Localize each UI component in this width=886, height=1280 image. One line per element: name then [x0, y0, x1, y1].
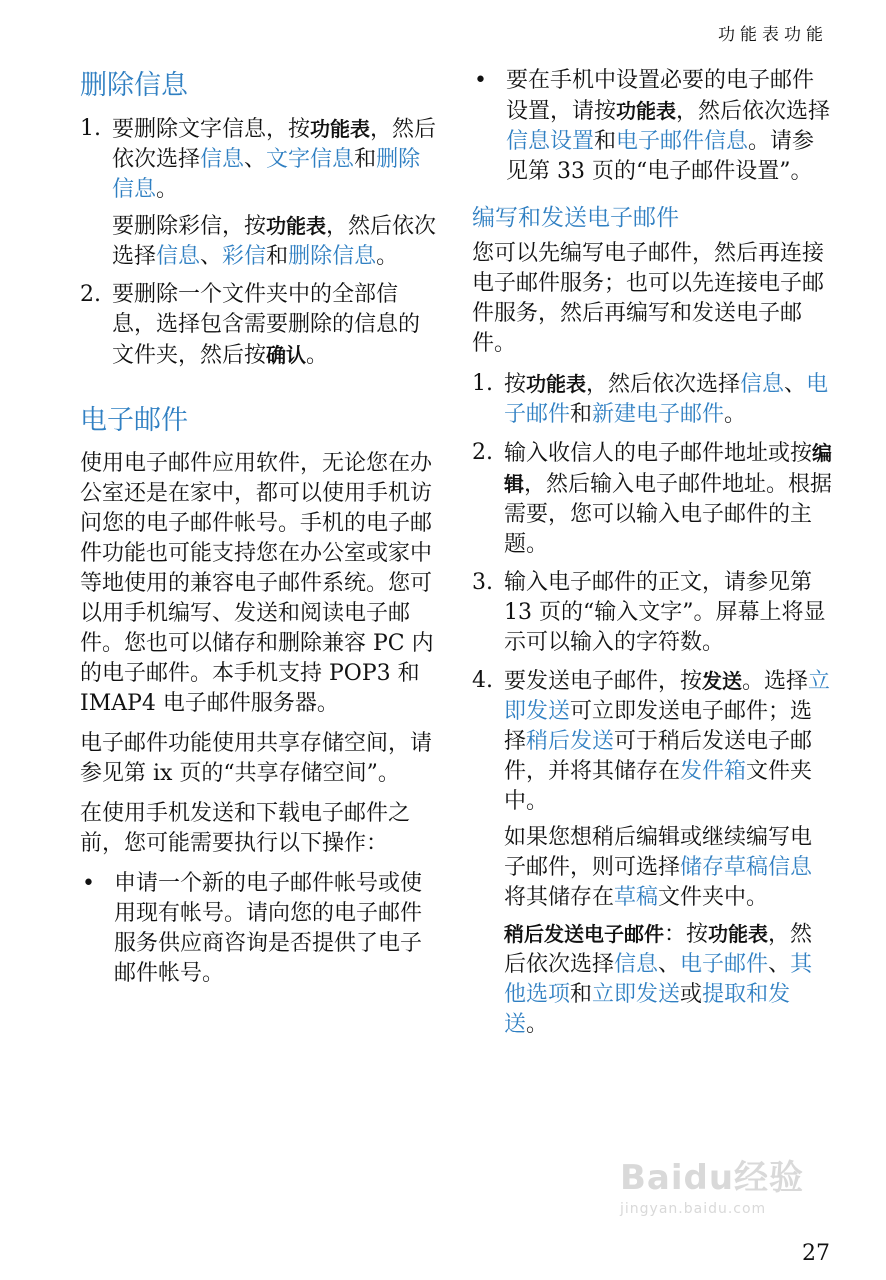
menu-path-link: 电子邮件信息	[616, 129, 749, 154]
text-run: 要在手机中设置必要的电子邮件设置，请按	[506, 68, 815, 124]
menu-path-link: 提取和发送	[504, 982, 791, 1037]
menu-path-link: 新建电子邮件	[592, 402, 725, 427]
key-label: 编辑	[504, 441, 833, 496]
text-run: 可于稍后发送电子邮件，并将其储存在	[504, 729, 813, 784]
section-title-delete-messages: 删除信息	[80, 70, 188, 101]
text-run: 。	[526, 1012, 549, 1037]
text-run: 要发送电子邮件，按	[504, 669, 703, 694]
text-run: ，然后依次选择	[586, 372, 741, 397]
item-body	[112, 114, 440, 272]
bullet-dot: •	[474, 68, 487, 93]
page-number: 27	[802, 1241, 830, 1266]
item-subparagraph	[504, 823, 832, 913]
step-3	[472, 568, 832, 658]
menu-path-link: 信息	[740, 372, 785, 397]
paragraph: 在使用手机发送和下载电子邮件之前，您可能需要执行以下操作：	[80, 801, 411, 856]
key-label: 稍后发送电子邮件	[504, 922, 664, 946]
item-number: 3.	[472, 570, 493, 595]
text-run: 。选择	[742, 669, 809, 694]
key-label: 功能表	[310, 117, 371, 141]
bullet-dot: •	[82, 871, 95, 896]
right-column	[472, 66, 832, 1048]
menu-path-link: 发件箱	[680, 759, 747, 784]
shortcut-note	[504, 919, 832, 1040]
text-run: 可立即发送电子邮件；选择	[504, 699, 813, 754]
text-run: 和	[570, 402, 593, 427]
text-run: ，然后依次选择	[504, 922, 813, 977]
text-run: 。	[156, 177, 179, 202]
step-4	[472, 666, 832, 1040]
text-run: 文件夹中。	[504, 759, 813, 814]
menu-path-link: 其他选项	[504, 952, 813, 1007]
menu-path-link: 信息	[200, 147, 245, 172]
menu-path-link: 稍后发送	[526, 729, 615, 754]
key-label: 功能表	[616, 99, 677, 123]
text-run: 输入收信人的电子邮件地址或按	[504, 441, 813, 466]
text-run: 要删除文字信息，按	[112, 117, 311, 142]
item-text	[112, 114, 440, 205]
text-run: ，然后输入电子邮件地址。根据需要，您可以输入电子邮件的主题。	[504, 472, 833, 557]
item-body	[504, 438, 832, 560]
text-run: 如果您想稍后编辑或继续编写电子邮件，则可选择	[504, 825, 813, 880]
bullet-item	[80, 869, 440, 989]
menu-path-link: 立即发送	[504, 669, 831, 724]
watermark-logo: Baidu经验	[620, 1158, 805, 1198]
paragraph: 您可以先编写电子邮件，然后再连接电子邮件服务；也可以先连接电子邮件服务，然后再编写和发送电子邮件。	[472, 241, 825, 356]
key-label: 功能表	[266, 214, 327, 238]
item-number: 1.	[80, 116, 101, 141]
text-run: 按	[504, 372, 527, 397]
list-item-1	[80, 114, 440, 272]
section-title-compose-send: 编写和发送电子邮件	[472, 205, 679, 231]
key-label: 功能表	[708, 922, 769, 946]
menu-path-link: 储存草稿信息	[680, 855, 813, 880]
left-column	[80, 66, 440, 997]
section-title-email: 电子邮件	[80, 405, 188, 436]
text-run: 。	[306, 343, 329, 368]
item-body	[112, 280, 440, 371]
menu-path-link: 信息	[614, 952, 659, 977]
text-run: 或	[680, 982, 703, 1007]
item-text	[504, 666, 832, 817]
paragraph: 使用电子邮件应用软件，无论您在办公室还是在家中，都可以使用手机访问您的电子邮件帐号。手机的电子邮件功能也可能支持您在办公室或家中等地使用的兼容电子邮件系统。您可以用手机编写、发送和阅读电子邮件。您也可以储存和删除兼容 PC 内的电子邮件。本手机支持 POP3 和 IMAP4 电子邮件服务器。	[80, 451, 434, 716]
paragraph: 电子邮件功能使用共享存储空间，请参见第 ix 页的“共享存储空间”。	[80, 731, 433, 786]
step-1	[472, 369, 832, 430]
baidu-watermark	[620, 1150, 830, 1226]
running-header: 功能表功能	[718, 25, 828, 45]
bullet-item	[472, 66, 832, 187]
item-number: 1.	[472, 371, 493, 396]
menu-path-link: 信息	[156, 244, 201, 269]
text-run: 要删除彩信，按	[112, 214, 267, 239]
text-run: 。	[376, 244, 399, 269]
menu-path-link: 删除信息	[112, 147, 421, 202]
text-run: 。	[724, 402, 747, 427]
menu-path-link: 草稿	[614, 885, 659, 910]
text-run: 和	[266, 244, 289, 269]
item-number: 2.	[80, 282, 101, 307]
item-body	[504, 666, 832, 1040]
menu-path-link: 删除信息	[288, 244, 377, 269]
text-run: 文件夹中。	[658, 885, 769, 910]
menu-path-link: 彩信	[222, 244, 267, 269]
text-run: 、	[784, 372, 807, 397]
text-run: 要删除一个文件夹中的全部信息，选择包含需要删除的信息的文件夹，然后按	[112, 282, 421, 368]
text-run: 、	[244, 147, 267, 172]
text-run: 和	[354, 147, 377, 172]
step-2	[472, 438, 832, 560]
watermark-url: jingyan.baidu.com	[620, 1201, 767, 1217]
key-label: 功能表	[526, 372, 587, 396]
menu-path-link: 信息设置	[506, 129, 595, 154]
item-body: 输入电子邮件的正文，请参见第 13 页的“输入文字”。屏幕上将显示可以输入的字符数。	[504, 570, 826, 655]
key-label: 确认	[266, 343, 307, 367]
bullet-text: 申请一个新的电子邮件帐号或使用现有帐号。请向您的电子邮件服务供应商咨询是否提供了电子邮件帐号。	[114, 871, 423, 986]
text-run: ，然后依次选择	[676, 99, 831, 124]
text-run: ：按	[664, 922, 709, 947]
menu-path-link: 电子邮件	[504, 372, 829, 427]
menu-path-link: 立即发送	[592, 982, 681, 1007]
text-run: 。请参见第 33 页的“电子邮件设置”。	[506, 129, 815, 184]
bullet-text	[506, 66, 832, 187]
text-run: 、	[200, 244, 223, 269]
menu-path-link: 电子邮件	[680, 952, 769, 977]
item-subparagraph	[112, 211, 440, 272]
item-number: 4.	[472, 668, 493, 693]
text-run: 、	[658, 952, 681, 977]
item-body	[504, 369, 832, 430]
list-item-2	[80, 280, 440, 371]
text-run: 和	[570, 982, 593, 1007]
text-run: ，然后依次选择	[112, 117, 437, 172]
text-run: 和	[594, 129, 617, 154]
text-run: ，然后依次选择	[112, 214, 437, 269]
key-label: 发送	[702, 669, 743, 693]
menu-path-link: 文字信息	[266, 147, 355, 172]
text-run: 、	[768, 952, 791, 977]
text-run: 将其储存在	[504, 885, 615, 910]
item-number: 2.	[472, 440, 493, 465]
